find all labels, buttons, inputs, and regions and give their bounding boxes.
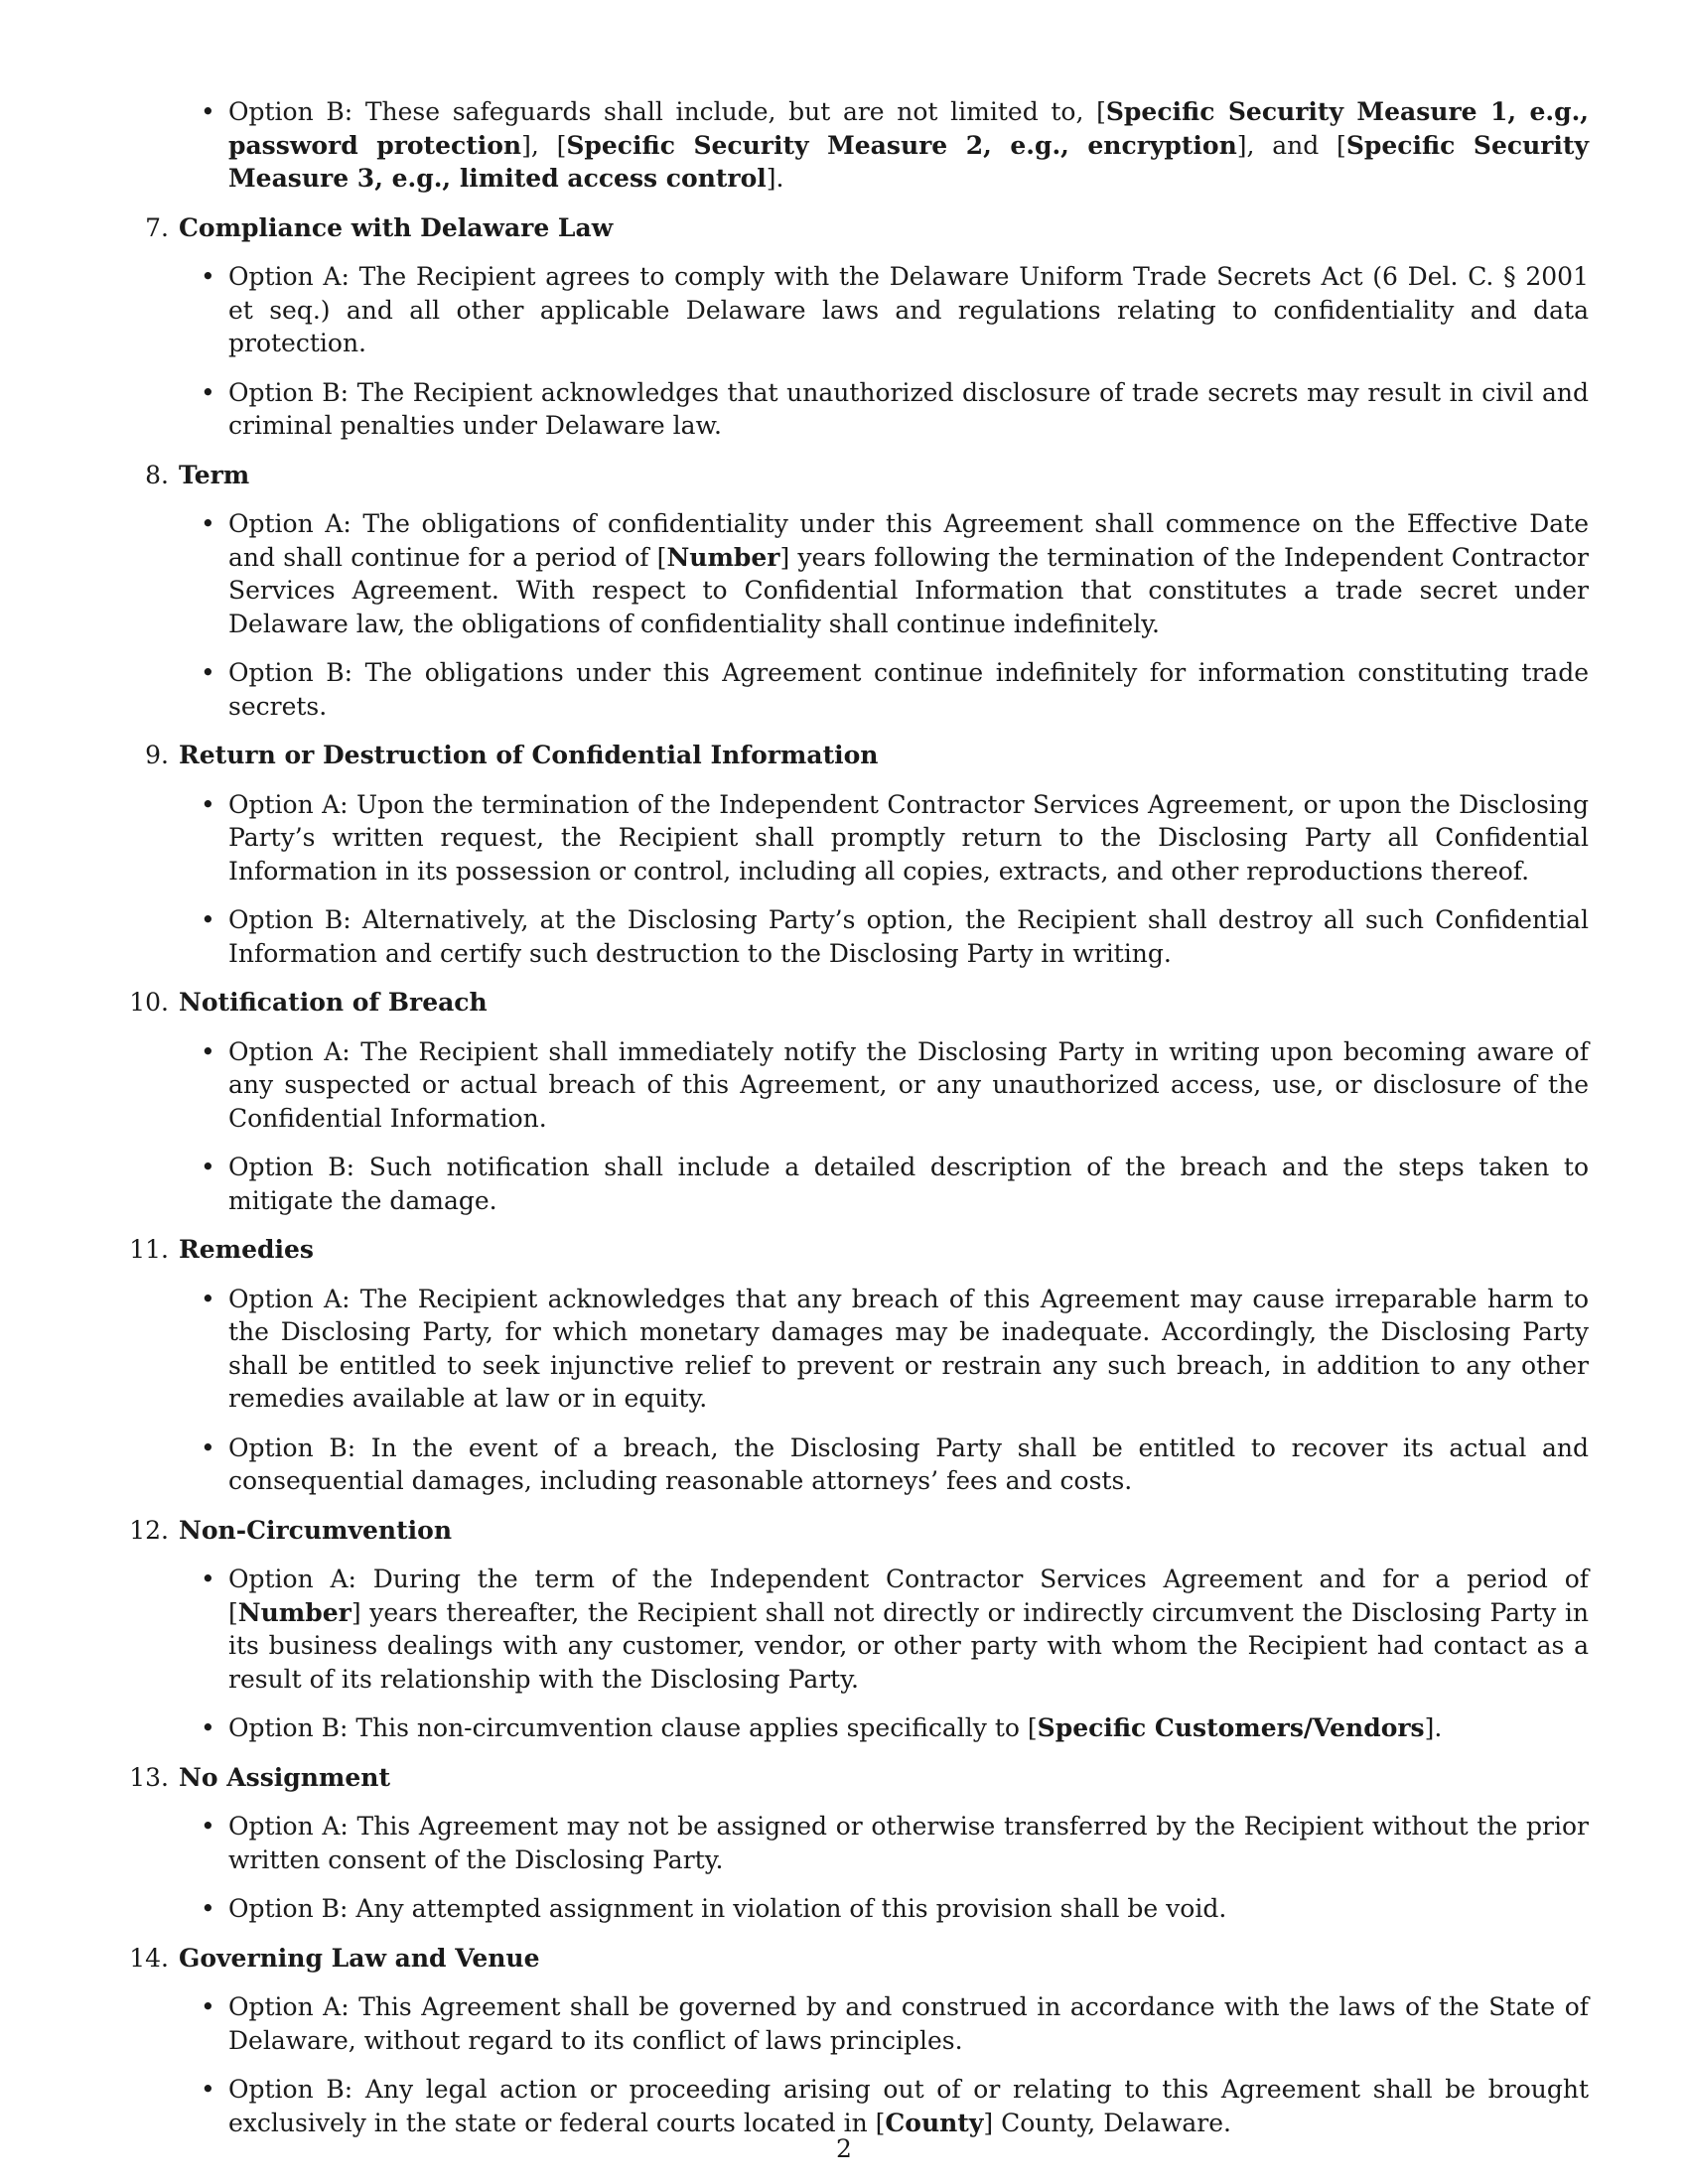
- option-item: [119, 95, 1589, 196]
- section-number: 8.: [145, 460, 169, 489]
- section-title: Remedies: [179, 1235, 314, 1264]
- section-title: Compliance with Delaware Law: [179, 212, 614, 242]
- option-text: Option A: This Agreement shall be governed by and construed in accordance with the laws of the State of Delaware, without regard to its conflict of laws principles.: [228, 1992, 1589, 2055]
- placeholder-text: Number: [237, 1597, 352, 1627]
- option-list: [119, 1810, 1589, 1926]
- option-text: Option A: The obligations of confidentiality under this Agreement shall commence on the Effective Date and shall continue for a period of [: [228, 509, 1589, 572]
- option-list: [119, 1283, 1589, 1498]
- section-heading: [119, 1514, 1589, 1548]
- option-text: Option A: During the term of the Independent Contractor Services Agreement and for a period of [: [228, 1565, 1589, 1627]
- section-title: Non-Circumvention: [179, 1515, 452, 1545]
- option-text: Option B: These safeguards shall include, but are not limited to, [: [228, 97, 1106, 126]
- placeholder-text: Number: [666, 542, 780, 572]
- section: [119, 739, 1589, 970]
- option-item: [119, 656, 1589, 723]
- option-text: ] County, Delaware.: [983, 2108, 1231, 2137]
- option-text: Option B: Any legal action or proceeding arising out of or relating to this Agreement shall be brought exclusively in the state or federal courts located in [: [228, 2075, 1589, 2137]
- option-item: [119, 1990, 1589, 2057]
- option-item: [119, 1432, 1589, 1498]
- section-number: 10.: [129, 988, 169, 1017]
- option-item: [119, 507, 1589, 640]
- section-title: Return or Destruction of Confidential Information: [179, 741, 879, 769]
- option-item: [119, 1151, 1589, 1217]
- option-list: [119, 260, 1589, 443]
- section-title: Notification of Breach: [179, 988, 488, 1017]
- option-text: Option A: The Recipient acknowledges that any breach of this Agreement may cause irreparable harm to the Disclosing Party, for which monetary damages may be inadequate. Accordingly, the Disclosing Party shall be entitled to seek injunctive relief to prevent or restrain any such breach, in addition to any other remedies available at law or in equity.: [228, 1284, 1589, 1413]
- option-text: Option B: This non-circumvention clause applies specifically to [: [228, 1713, 1038, 1742]
- section: [119, 459, 1589, 724]
- option-list: [119, 788, 1589, 971]
- option-text: Option A: The Recipient shall immediately notify the Disclosing Party in writing upon becoming aware of any suspected or actual breach of this Agreement, or any unauthorized access, use, or disclosure of the Confidential Information.: [228, 1036, 1589, 1133]
- option-list: [119, 1990, 1589, 2139]
- section-number: 13.: [129, 1762, 169, 1792]
- section-heading: [119, 459, 1589, 492]
- section-title: No Assignment: [179, 1762, 391, 1792]
- option-text: Option A: The Recipient agrees to comply with the Delaware Uniform Trade Secrets Act (6 Del. C. § 2001 et seq.) and all other applicable Delaware laws and regulations relating to confidentiality and data protection.: [228, 262, 1589, 357]
- placeholder-text: Specific Security Measure 3, e.g., limited access control: [228, 130, 1590, 193]
- option-list: [119, 1563, 1589, 1745]
- placeholder-text: Specific Customers/Vendors: [1037, 1713, 1425, 1742]
- option-text: ].: [766, 164, 784, 193]
- placeholder-text: County: [885, 2108, 984, 2137]
- section-number: 11.: [129, 1235, 169, 1264]
- section-heading: [119, 986, 1589, 1020]
- option-text: Option A: This Agreement may not be assigned or otherwise transferred by the Recipient without the prior written consent of the Disclosing Party.: [228, 1812, 1589, 1874]
- option-item: [119, 260, 1589, 360]
- option-text: Option B: The Recipient acknowledges that unauthorized disclosure of trade secrets may result in civil and criminal penalties under Delaware law.: [228, 377, 1589, 440]
- placeholder-text: Specific Security Measure 2, e.g., encryption: [566, 130, 1237, 160]
- option-item: [119, 1892, 1589, 1926]
- section-number: 14.: [129, 1943, 169, 1973]
- option-item: [119, 1711, 1589, 1745]
- section-heading: [119, 1942, 1589, 1976]
- section-heading: [119, 1233, 1589, 1267]
- continued-option-list: [119, 95, 1589, 196]
- section-heading: [119, 211, 1589, 245]
- section-title: Governing Law and Venue: [179, 1943, 540, 1973]
- option-text: Option B: In the event of a breach, the Disclosing Party shall be entitled to recover its actual and consequential damages, including reasonable attorneys’ fees and costs.: [228, 1433, 1589, 1495]
- option-item: [119, 1035, 1589, 1136]
- option-text: ], and [: [1236, 130, 1346, 160]
- section-heading: [119, 1761, 1589, 1795]
- option-text: Option B: Any attempted assignment in violation of this provision shall be void.: [228, 1894, 1227, 1923]
- option-item: [119, 1563, 1589, 1696]
- option-text: ].: [1424, 1713, 1443, 1742]
- section-number: 9.: [145, 741, 169, 769]
- option-item: [119, 376, 1589, 443]
- option-text: Option A: Upon the termination of the Independent Contractor Services Agreement, or upon the Disclosing Party’s written request, the Recipient shall promptly return to the Disclosing Party all Confidential Information in its possession or control, including all copies, extracts, and other reproductions thereof.: [228, 789, 1589, 886]
- placeholder-text: Specific Security Measure 1, e.g., password protection: [228, 97, 1589, 160]
- option-list: [119, 1035, 1589, 1218]
- section: [119, 1233, 1589, 1498]
- page-number: 2: [836, 2134, 852, 2163]
- option-text: Option B: The obligations under this Agreement continue indefinitely for information constituting trade secrets.: [228, 658, 1589, 721]
- option-list: [119, 507, 1589, 723]
- option-text: ], [: [521, 130, 567, 160]
- section: [119, 1942, 1589, 2140]
- option-item: [119, 1283, 1589, 1416]
- option-item: [119, 1810, 1589, 1876]
- option-item: [119, 2073, 1589, 2139]
- option-item: [119, 903, 1589, 970]
- section-heading: [119, 739, 1589, 772]
- section-number: 12.: [129, 1515, 169, 1545]
- document-body: [119, 95, 1589, 2155]
- section-list: [119, 211, 1589, 2140]
- section-title: Term: [179, 460, 250, 489]
- section: [119, 986, 1589, 1217]
- section: [119, 211, 1589, 443]
- section: [119, 1514, 1589, 1745]
- option-text: Option B: Alternatively, at the Disclosing Party’s option, the Recipient shall destroy all such Confidential Information and certify such destruction to the Disclosing Party in writing.: [228, 905, 1589, 968]
- section: [119, 1761, 1589, 1926]
- option-text: ] years thereafter, the Recipient shall not directly or indirectly circumvent the Disclosing Party in its business dealings with any customer, vendor, or other party with whom the Recipient had contact as a result of its relationship with the Disclosing Party.: [228, 1597, 1589, 1694]
- option-text: ] years following the termination of the Independent Contractor Services Agreement. With respect to Confidential Information that constitutes a trade secret under Delaware law, the obligations of confidentiality shall continue indefinitely.: [228, 542, 1589, 638]
- option-text: Option B: Such notification shall include a detailed description of the breach and the steps taken to mitigate the damage.: [228, 1153, 1589, 1215]
- section-number: 7.: [145, 212, 169, 242]
- option-item: [119, 788, 1589, 888]
